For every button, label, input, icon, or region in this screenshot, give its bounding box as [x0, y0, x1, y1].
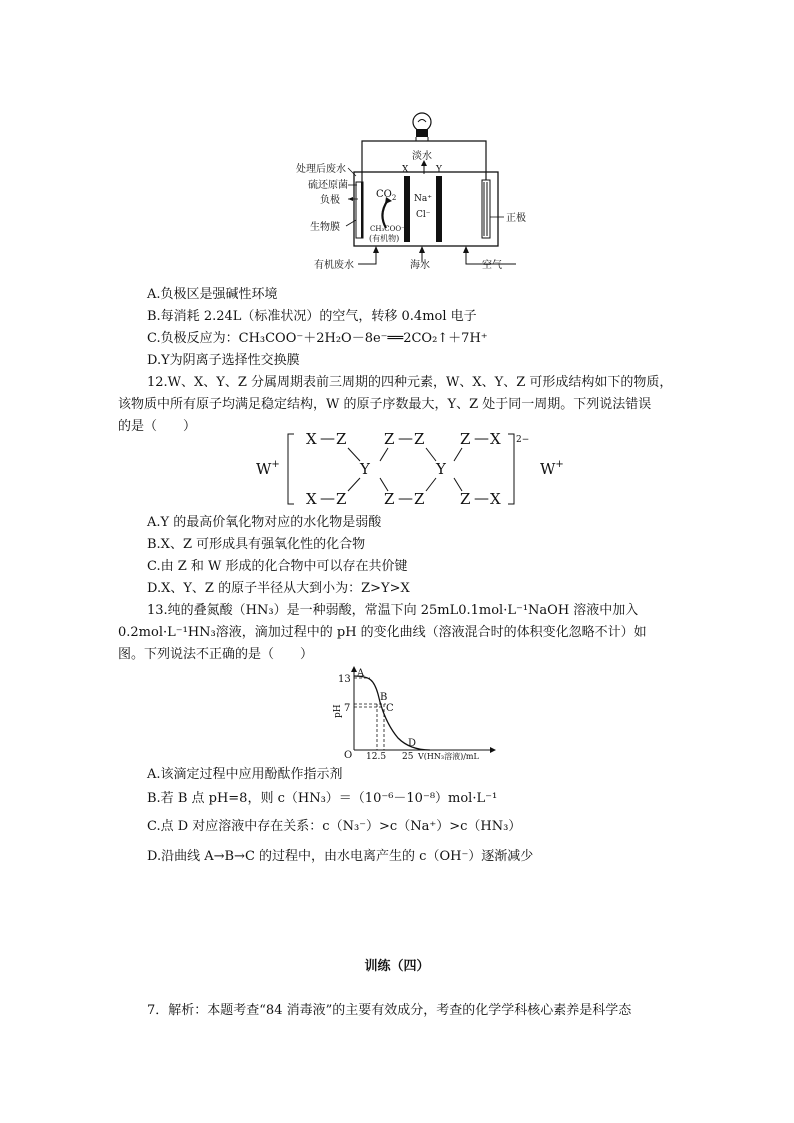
- bond-bottom-mid: —: [398, 489, 413, 507]
- bulb-icon: [413, 113, 431, 131]
- analysis-line: 7．解析：本题考查“84 消毒液”的主要有效成分，考查的化学学科核心素养是科学态: [147, 1003, 632, 1018]
- label-organic-waste: 有机废水: [314, 260, 354, 271]
- x-tick-12-5: 12.5: [366, 752, 387, 760]
- bond-top-right: —: [474, 429, 489, 447]
- atom-z-bottom-right: Z: [460, 490, 471, 508]
- point-a-label: A: [357, 668, 365, 679]
- label-membrane-x: X: [402, 165, 409, 175]
- atom-z-bottom-mid2: Z: [414, 490, 425, 508]
- label-biofilm: 生物膜: [310, 222, 340, 233]
- q13-option-a: A.该滴定过程中应用酚酞作指示剂: [147, 767, 343, 782]
- q13-stem-line1: 13.纯的叠氮酸（HN₃）是一种弱酸，常温下向 25mL0.1mol·L⁻¹NaOH 溶液中加入: [147, 603, 639, 618]
- atom-z-bottom-left: Z: [336, 490, 347, 508]
- y-tick-7: 7: [344, 703, 351, 714]
- q12-option-a: A.Y 的最高价氧化物对应的水化物是弱酸: [147, 515, 382, 530]
- bond-top-mid: —: [398, 429, 413, 447]
- x-tick-25: 25: [402, 752, 414, 760]
- point-d-label: D: [408, 738, 417, 749]
- q11-option-a: A.负极区是强碱性环境: [147, 287, 278, 302]
- q12-option-d: D.X、Y、Z 的原子半径从大到小为：Z>Y>X: [147, 581, 410, 596]
- q11-option-b: B.每消耗 2.24L（标准状况）的空气，转移 0.4mol 电子: [147, 309, 477, 324]
- q13-stem-line3: 图。下列说法不正确的是（ ）: [118, 647, 314, 662]
- y-tick-13: 13: [338, 674, 351, 685]
- label-bacteria: 硫还原菌: [308, 180, 348, 191]
- atom-x-top-right: X: [490, 430, 501, 448]
- point-c-label: C: [386, 703, 394, 714]
- bond-bottom-left: —: [320, 489, 335, 507]
- training-heading: 训练（四）: [364, 959, 430, 974]
- atom-z-bottom-mid1: Z: [384, 490, 395, 508]
- atom-x-top-left: X: [306, 430, 317, 448]
- atom-x-bottom-left: X: [306, 490, 317, 508]
- q11-option-d: D.Y为阴离子选择性交换膜: [147, 353, 300, 368]
- anion-charge: 2−: [516, 435, 530, 445]
- label-fresh-water: 淡水: [412, 151, 432, 162]
- q12-stem-line1: 12.W、X、Y、Z 分属周期表前三周期的四种元素，W、X、Y、Z 可形成结构如下的物质，: [147, 375, 673, 390]
- q12-option-c: C.由 Z 和 W 形成的化合物中可以存在共价键: [147, 559, 408, 574]
- label-seawater: 海水: [410, 260, 430, 271]
- label-negative-electrode: 负极: [320, 195, 340, 206]
- label-cl-ion: Cl⁻: [416, 210, 431, 220]
- q13-option-b: B.若 B 点 pH=8，则 c（HN₃）＝（10⁻⁶－10⁻⁸）mol·L⁻¹: [147, 791, 498, 806]
- point-b-label: B: [380, 692, 388, 703]
- y-axis-label: pH: [333, 704, 343, 718]
- label-treated-water: 处理后废水: [296, 164, 346, 175]
- label-co2: $CO_2$: [376, 189, 397, 202]
- atom-z-top-mid1: Z: [384, 430, 395, 448]
- q12-option-b: B.X、Z 可形成具有强氧化性的化合物: [147, 537, 366, 552]
- label-membrane-y: Y: [436, 165, 442, 175]
- x-axis-label: V(HN₃溶液)/mL: [418, 752, 479, 760]
- label-na-ion: Na⁺: [414, 194, 432, 204]
- q13-titration-curve: [330, 664, 500, 760]
- q12-stem-line3: 的是（ ）: [118, 419, 197, 434]
- w-cation-right: W+: [540, 459, 564, 478]
- origin-label: O: [344, 750, 353, 760]
- atom-z-top-left: Z: [336, 430, 347, 448]
- label-acetate: CH₃COO⁻: [370, 225, 405, 233]
- label-positive-electrode: 正极: [506, 213, 526, 224]
- fuel-cell-diagram: [290, 100, 530, 272]
- label-organic: (有机物): [369, 234, 400, 243]
- q13-option-d: D.沿曲线 A→B→C 的过程中，由水电离产生的 c（OH⁻）逐渐减少: [147, 849, 534, 864]
- bond-top-left: —: [320, 429, 335, 447]
- atom-y-left: Y: [360, 460, 370, 478]
- q12-structure-diagram: [250, 428, 580, 510]
- atom-x-bottom-right: X: [490, 490, 501, 508]
- atom-y-right: Y: [436, 460, 446, 478]
- bond-bottom-right: —: [474, 489, 489, 507]
- q12-stem-line2: 该物质中所有原子均满足稳定结构，W 的原子序数最大，Y、Z 处于同一周期。下列说法错误: [118, 397, 652, 412]
- q11-option-c: C.负极反应为：CH₃COO⁻＋2H₂O－8e⁻══2CO₂↑＋7H⁺: [147, 331, 488, 346]
- label-air: 空气: [482, 260, 502, 271]
- atom-z-top-right: Z: [460, 430, 471, 448]
- q13-stem-line2: 0.2mol·L⁻¹HN₃溶液，滴加过程中的 pH 的变化曲线（溶液混合时的体积变化忽略不计）如: [118, 625, 647, 640]
- atom-z-top-mid2: Z: [414, 430, 425, 448]
- q13-option-c: C.点 D 对应溶液中存在关系：c（N₃⁻）>c（Na⁺）>c（HN₃）: [147, 819, 522, 834]
- w-cation-left: W+: [256, 459, 280, 478]
